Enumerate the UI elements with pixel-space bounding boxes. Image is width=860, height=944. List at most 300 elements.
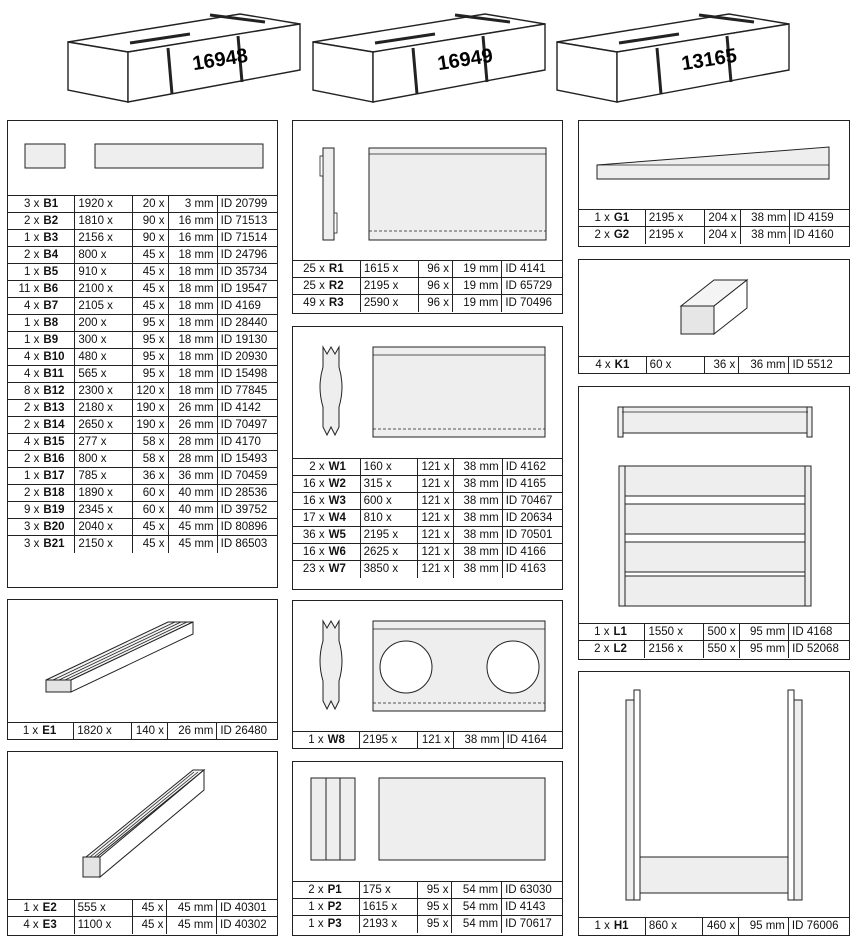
part-quantity: 2 x — [24, 402, 40, 414]
dim-width: 95 x — [418, 916, 452, 933]
part-row-b20 — [8, 519, 278, 536]
dim-width: 140 x — [132, 723, 168, 740]
dim-width: 500 x — [703, 624, 739, 641]
part-quantity: 8 x — [24, 385, 40, 397]
part-quantity-cell — [8, 917, 74, 934]
dim-width: 121 x — [417, 527, 453, 544]
dim-width: 20 x — [132, 196, 168, 213]
part-code: B16 — [43, 453, 65, 465]
part-quantity-cell — [8, 502, 75, 519]
dim-length: 1820 x — [74, 723, 132, 740]
dim-width: 95 x — [132, 332, 168, 349]
part-quantity: 2 x — [24, 453, 40, 465]
part-code: B19 — [43, 504, 65, 516]
parts-table-e — [8, 899, 278, 934]
part-row-w3 — [293, 493, 563, 510]
dim-length: 555 x — [74, 900, 132, 917]
dim-width: 60 x — [132, 502, 168, 519]
dim-thickness: 45 mm — [168, 536, 217, 553]
part-id: ID 5512 — [789, 357, 850, 374]
dim-thickness: 16 mm — [168, 230, 217, 247]
part-quantity-cell — [8, 366, 75, 383]
part-row-w1 — [293, 459, 563, 476]
part-quantity: 2 x — [24, 487, 40, 499]
dim-length: 800 x — [75, 451, 132, 468]
part-row-b4 — [8, 247, 278, 264]
dim-width: 95 x — [132, 315, 168, 332]
dim-thickness: 40 mm — [168, 502, 217, 519]
part-code: L1 — [613, 626, 627, 638]
part-row-w4 — [293, 510, 563, 527]
part-id: ID 28536 — [217, 485, 278, 502]
dim-width: 45 x — [132, 298, 168, 315]
dim-length: 2193 x — [359, 916, 418, 933]
part-id: ID 39752 — [217, 502, 278, 519]
part-code: W1 — [328, 461, 346, 473]
dim-length: 315 x — [360, 476, 417, 493]
part-id: ID 28440 — [217, 315, 278, 332]
dim-thickness: 18 mm — [168, 383, 217, 400]
part-row-r3 — [293, 295, 563, 312]
part-quantity: 1 x — [594, 920, 610, 933]
part-code: E2 — [42, 902, 57, 914]
dim-thickness: 38 mm — [740, 210, 790, 227]
part-quantity: 2 x — [594, 643, 610, 656]
package-number: 16949 — [435, 44, 495, 76]
part-code: R3 — [328, 297, 344, 310]
part-quantity: 1 x — [24, 232, 40, 244]
panel-boards-r — [292, 120, 563, 314]
dim-length: 2180 x — [75, 400, 132, 417]
dim-width: 121 x — [417, 476, 453, 493]
dim-thickness: 45 mm — [167, 900, 217, 917]
package-number: 13165 — [679, 44, 739, 76]
part-code: L2 — [613, 643, 627, 656]
part-quantity-cell — [8, 536, 75, 553]
dim-width: 45 x — [133, 917, 167, 934]
part-id: ID 15498 — [217, 366, 278, 383]
dim-thickness: 18 mm — [168, 315, 217, 332]
dim-length: 2040 x — [75, 519, 132, 536]
dim-width: 96 x — [418, 278, 452, 295]
part-quantity-cell — [8, 264, 75, 281]
part-quantity: 1 x — [24, 334, 40, 346]
part-quantity-cell — [293, 882, 359, 899]
parts-table-l — [579, 623, 850, 658]
part-row-b13 — [8, 400, 278, 417]
dim-thickness: 54 mm — [452, 882, 502, 899]
dim-length: 2150 x — [75, 536, 132, 553]
post-p-drawing — [293, 762, 563, 882]
part-quantity-cell — [8, 247, 75, 264]
part-quantity-cell — [8, 451, 75, 468]
dim-length: 2195 x — [360, 278, 418, 295]
part-quantity-cell — [293, 544, 360, 561]
part-id: ID 77845 — [217, 383, 278, 400]
part-quantity-cell — [8, 400, 75, 417]
part-quantity: 1 x — [22, 725, 39, 738]
part-quantity: 1 x — [308, 734, 324, 747]
part-id: ID 15493 — [217, 451, 278, 468]
part-code: B1 — [43, 198, 59, 210]
part-quantity-cell — [8, 230, 75, 247]
dim-width: 120 x — [132, 383, 168, 400]
part-id: ID 4166 — [502, 544, 563, 561]
part-quantity-cell — [8, 213, 75, 230]
part-code: W8 — [327, 734, 345, 747]
part-id: ID 4170 — [217, 434, 278, 451]
part-row-b17 — [8, 468, 278, 485]
part-id: ID 4142 — [217, 400, 278, 417]
channel-beam-drawing — [8, 752, 278, 900]
part-row-b15 — [8, 434, 278, 451]
part-id: ID 70459 — [217, 468, 278, 485]
part-code: W4 — [328, 512, 346, 524]
part-id: ID 65729 — [502, 278, 563, 295]
dim-width: 121 x — [417, 510, 453, 527]
part-quantity-cell — [293, 459, 360, 476]
dim-length: 2156 x — [645, 641, 703, 658]
part-quantity: 16 x — [302, 495, 325, 507]
dim-width: 36 x — [132, 468, 168, 485]
part-quantity: 16 x — [302, 478, 325, 490]
part-quantity: 4 x — [24, 368, 40, 380]
dim-length: 300 x — [75, 332, 132, 349]
part-id: ID 20799 — [217, 196, 278, 213]
dim-length: 2195 x — [645, 227, 704, 244]
panel-board-e1 — [7, 599, 278, 740]
dim-thickness: 38 mm — [453, 527, 502, 544]
part-row-k1 — [579, 357, 850, 374]
dim-width: 460 x — [703, 918, 739, 935]
part-row-b16 — [8, 451, 278, 468]
grooved-board-drawing — [8, 600, 278, 720]
dim-length: 1810 x — [75, 213, 132, 230]
part-row-b3 — [8, 230, 278, 247]
part-row-h1 — [579, 918, 850, 935]
panel-boards-w — [292, 326, 563, 590]
dim-length: 2300 x — [75, 383, 132, 400]
dim-width: 36 x — [704, 357, 739, 374]
part-code: E1 — [42, 725, 57, 738]
part-row-p3 — [293, 916, 563, 933]
part-id: ID 19130 — [217, 332, 278, 349]
part-quantity: 1 x — [24, 266, 40, 278]
part-quantity: 3 x — [24, 521, 40, 533]
part-row-b18 — [8, 485, 278, 502]
part-quantity-cell — [579, 227, 645, 244]
part-quantity-cell — [293, 476, 360, 493]
dim-length: 1615 x — [360, 261, 418, 278]
part-code: B4 — [43, 249, 59, 261]
part-row-e3 — [8, 917, 278, 934]
part-id: ID 4163 — [502, 561, 563, 578]
dim-thickness: 19 mm — [452, 278, 501, 295]
part-code: G1 — [613, 212, 630, 224]
board-b-drawing — [8, 121, 278, 197]
part-quantity-cell — [8, 383, 75, 400]
parts-table-p — [293, 881, 563, 933]
panel-beams-e — [7, 751, 278, 936]
part-quantity: 1 x — [308, 901, 324, 913]
part-row-w6 — [293, 544, 563, 561]
dim-width: 45 x — [132, 281, 168, 298]
part-row-l2 — [579, 641, 850, 658]
parts-table-h — [579, 917, 850, 935]
dim-width: 45 x — [132, 264, 168, 281]
ladder-drawing — [579, 387, 849, 623]
part-row-l1 — [579, 624, 850, 641]
dim-thickness: 16 mm — [168, 213, 217, 230]
dim-thickness: 38 mm — [453, 732, 503, 749]
dim-thickness: 18 mm — [168, 366, 217, 383]
part-code: E3 — [42, 919, 57, 932]
dim-thickness: 95 mm — [739, 624, 789, 641]
part-id: ID 4164 — [503, 732, 563, 749]
dim-width: 60 x — [132, 485, 168, 502]
frame-h-drawing — [579, 672, 849, 916]
part-quantity: 49 x — [303, 297, 325, 310]
dim-thickness: 26 mm — [168, 417, 217, 434]
part-code: B3 — [43, 232, 59, 244]
part-code: B5 — [43, 266, 59, 278]
part-row-b12 — [8, 383, 278, 400]
part-quantity: 17 x — [302, 512, 325, 524]
part-code: P3 — [327, 918, 342, 931]
part-id: ID 4168 — [789, 624, 850, 641]
part-row-w5 — [293, 527, 563, 544]
part-quantity: 2 x — [308, 884, 324, 896]
part-code: B8 — [43, 317, 59, 329]
block-drawing — [579, 260, 849, 360]
part-quantity-cell — [8, 298, 75, 315]
part-quantity: 4 x — [595, 359, 611, 372]
dim-length: 860 x — [645, 918, 702, 935]
dim-length: 2195 x — [645, 210, 704, 227]
dim-length: 2345 x — [75, 502, 132, 519]
dim-thickness: 38 mm — [453, 459, 502, 476]
part-row-e2 — [8, 900, 278, 917]
part-id: ID 70617 — [502, 916, 563, 933]
part-quantity: 4 x — [24, 300, 40, 312]
dim-length: 810 x — [360, 510, 417, 527]
part-code: B15 — [43, 436, 65, 448]
part-id: ID 4162 — [502, 459, 563, 476]
part-quantity-cell — [293, 278, 360, 295]
part-row-b2 — [8, 213, 278, 230]
dim-thickness: 40 mm — [168, 485, 217, 502]
part-id: ID 4165 — [502, 476, 563, 493]
dim-thickness: 38 mm — [453, 561, 502, 578]
part-code: B17 — [43, 470, 65, 482]
part-code: G2 — [613, 229, 630, 242]
panel-posts-p — [292, 761, 563, 936]
dim-length: 160 x — [360, 459, 417, 476]
dim-width: 121 x — [418, 732, 454, 749]
part-code: B2 — [43, 215, 59, 227]
part-quantity-cell — [8, 434, 75, 451]
part-row-g2 — [579, 227, 850, 244]
parts-table-w8 — [293, 731, 563, 749]
dim-thickness: 18 mm — [168, 264, 217, 281]
part-quantity-cell — [8, 349, 75, 366]
part-id: ID 80896 — [217, 519, 278, 536]
part-quantity: 2 x — [24, 249, 40, 261]
dim-width: 45 x — [132, 519, 168, 536]
part-code: B6 — [43, 283, 59, 295]
part-id: ID 52068 — [789, 641, 850, 658]
dim-width: 95 x — [418, 882, 452, 899]
part-id: ID 40302 — [217, 917, 278, 934]
part-quantity: 1 x — [594, 212, 610, 224]
part-code: B20 — [43, 521, 65, 533]
part-code: W2 — [328, 478, 346, 490]
dim-length: 2625 x — [360, 544, 417, 561]
dim-thickness: 3 mm — [168, 196, 217, 213]
part-code: B12 — [43, 385, 65, 397]
part-quantity-cell — [293, 295, 360, 312]
part-quantity-cell — [293, 916, 359, 933]
dim-thickness: 54 mm — [452, 916, 502, 933]
package-16948 — [60, 4, 305, 108]
dim-thickness: 38 mm — [453, 476, 502, 493]
dim-thickness: 19 mm — [452, 261, 501, 278]
part-row-e1 — [8, 723, 278, 740]
panel-ladders-l — [578, 386, 850, 660]
dim-thickness: 95 mm — [739, 918, 789, 935]
part-id: ID 70496 — [502, 295, 563, 312]
part-code: B14 — [43, 419, 65, 431]
dim-width: 95 x — [418, 899, 452, 916]
part-id: ID 4169 — [217, 298, 278, 315]
dim-width: 121 x — [417, 459, 453, 476]
part-row-r2 — [293, 278, 563, 295]
part-quantity: 1 x — [308, 918, 324, 931]
parts-table-b — [8, 195, 278, 553]
dim-thickness: 28 mm — [168, 451, 217, 468]
dim-length: 2195 x — [360, 527, 417, 544]
dim-thickness: 26 mm — [168, 400, 217, 417]
part-id: ID 24796 — [217, 247, 278, 264]
dim-thickness: 18 mm — [168, 332, 217, 349]
dim-length: 277 x — [75, 434, 132, 451]
part-id: ID 4143 — [502, 899, 563, 916]
part-row-w8 — [293, 732, 563, 749]
dim-length: 3850 x — [360, 561, 417, 578]
dim-width: 45 x — [133, 900, 167, 917]
part-id: ID 76006 — [788, 918, 850, 935]
part-quantity: 1 x — [594, 626, 610, 638]
board-r-drawing — [293, 121, 563, 261]
part-row-b9 — [8, 332, 278, 349]
dim-thickness: 38 mm — [453, 493, 502, 510]
part-quantity-cell — [293, 493, 360, 510]
dim-thickness: 45 mm — [167, 917, 217, 934]
dim-width: 96 x — [418, 261, 452, 278]
part-row-b1 — [8, 196, 278, 213]
part-row-b11 — [8, 366, 278, 383]
part-quantity-cell — [8, 332, 75, 349]
part-quantity-cell — [293, 261, 360, 278]
part-code: B10 — [43, 351, 65, 363]
part-id: ID 4160 — [790, 227, 850, 244]
dim-length: 1920 x — [75, 196, 132, 213]
part-code: W5 — [328, 529, 346, 541]
part-id: ID 19547 — [217, 281, 278, 298]
panel-boards-g — [578, 120, 850, 247]
part-row-b10 — [8, 349, 278, 366]
dim-length: 2105 x — [75, 298, 132, 315]
dim-width: 204 x — [704, 210, 740, 227]
part-quantity-cell — [8, 468, 75, 485]
part-row-b8 — [8, 315, 278, 332]
dim-thickness: 36 mm — [739, 357, 789, 374]
part-quantity-cell — [8, 196, 75, 213]
part-quantity: 1 x — [23, 902, 39, 914]
dim-thickness: 18 mm — [168, 247, 217, 264]
part-quantity: 36 x — [302, 529, 325, 541]
dim-width: 121 x — [417, 561, 453, 578]
panel-board-w8 — [292, 600, 563, 749]
dim-width: 190 x — [132, 400, 168, 417]
part-row-b19 — [8, 502, 278, 519]
dim-thickness: 28 mm — [168, 434, 217, 451]
dim-thickness: 54 mm — [452, 899, 502, 916]
part-id: ID 20930 — [217, 349, 278, 366]
part-id: ID 40301 — [217, 900, 278, 917]
part-quantity-cell — [8, 315, 75, 332]
part-id: ID 4159 — [790, 210, 850, 227]
dim-width: 90 x — [132, 213, 168, 230]
part-row-b21 — [8, 536, 278, 553]
part-code: H1 — [613, 920, 629, 933]
part-quantity: 4 x — [24, 351, 40, 363]
dim-length: 565 x — [75, 366, 132, 383]
part-quantity-cell — [579, 210, 645, 227]
dim-width: 121 x — [417, 544, 453, 561]
panel-frame-h — [578, 671, 850, 936]
dim-length: 1100 x — [74, 917, 132, 934]
part-quantity: 2 x — [309, 461, 325, 473]
dim-width: 58 x — [132, 451, 168, 468]
board-w-drawing — [293, 327, 563, 457]
part-id: ID 71513 — [217, 213, 278, 230]
wedge-board-drawing — [579, 121, 849, 211]
part-quantity: 11 x — [18, 283, 40, 295]
part-code: P2 — [327, 901, 342, 913]
parts-table-g — [579, 209, 850, 244]
part-quantity-cell — [293, 899, 359, 916]
part-code: B18 — [43, 487, 65, 499]
dim-thickness: 18 mm — [168, 349, 217, 366]
part-quantity: 1 x — [24, 470, 40, 482]
dim-thickness: 26 mm — [167, 723, 216, 740]
part-row-r1 — [293, 261, 563, 278]
part-quantity-cell — [293, 732, 359, 749]
part-quantity-cell — [8, 485, 75, 502]
part-quantity-cell — [293, 527, 360, 544]
parts-table-r — [293, 260, 563, 312]
part-quantity: 4 x — [23, 919, 39, 932]
parts-table-w — [293, 458, 563, 578]
parts-table-e1 — [8, 722, 278, 740]
dim-length: 2195 x — [359, 732, 418, 749]
dim-width: 45 x — [132, 536, 168, 553]
dim-width: 121 x — [417, 493, 453, 510]
dim-length: 60 x — [646, 357, 704, 374]
panel-boards-b — [7, 120, 278, 588]
dim-width: 550 x — [703, 641, 739, 658]
